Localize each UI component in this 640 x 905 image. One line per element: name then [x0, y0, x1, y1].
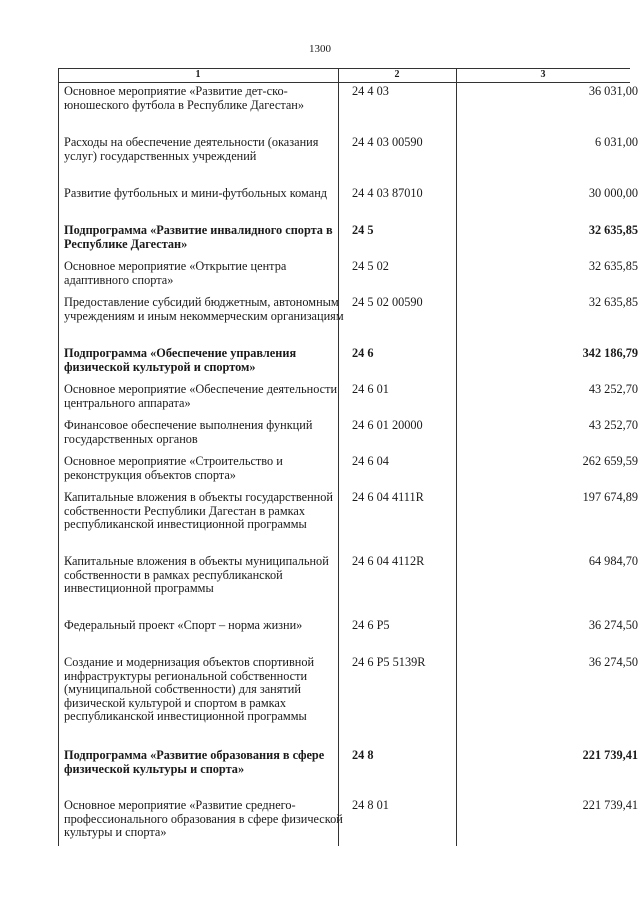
row-name: Предоставление субсидий бюджетным, автономным учреждениям и иным некоммерческим организациям [64, 295, 344, 323]
row-amount: 342 186,79 [582, 346, 638, 360]
table-row [58, 656, 640, 749]
row-amount: 36 031,00 [588, 84, 638, 98]
row-code: 24 6 [352, 346, 374, 360]
row-code: 24 8 [352, 748, 374, 762]
table-row [58, 619, 640, 656]
row-name: Подпрограмма «Обеспечение управления физической культурой и спортом» [64, 346, 297, 374]
row-name: Финансовое обеспечение выполнения функций государственных органов [64, 418, 313, 446]
row-code: 24 4 03 87010 [352, 186, 423, 200]
row-amount: 32 635,85 [588, 223, 638, 237]
row-amount: 221 739,41 [582, 748, 638, 762]
row-amount: 197 674,89 [582, 490, 638, 504]
table-row [58, 749, 640, 799]
row-code: 24 6 P5 5139R [352, 655, 426, 669]
table-row [58, 296, 640, 347]
row-amount: 64 984,70 [588, 554, 638, 568]
row-code: 24 6 04 4111R [352, 490, 424, 504]
row-amount: 36 274,50 [588, 655, 638, 669]
header-col-3: 3 [540, 69, 546, 80]
row-name: Создание и модернизация объектов спортивной инфраструктуры региональной собственности (муниципальной собственности) для занятий физической культурой и спортом в рамках республиканской инвестиционной программы [64, 655, 315, 724]
table-row [58, 419, 640, 455]
row-amount: 43 252,70 [588, 382, 638, 396]
row-code: 24 5 02 [352, 259, 389, 273]
table-row [58, 383, 640, 419]
table-row [58, 187, 640, 224]
row-amount: 36 274,50 [588, 618, 638, 632]
row-name: Капитальные вложения в объекты государственной собственности Республики Дагестан в рамках республиканской инвестиционной программы [64, 490, 333, 532]
row-code: 24 6 P5 [352, 618, 390, 632]
row-amount: 6 031,00 [594, 135, 638, 149]
table-row [58, 799, 640, 855]
table-row [58, 491, 640, 555]
table-row [58, 136, 640, 187]
row-name: Основное мероприятие «Обеспечение деятельности центрального аппарата» [64, 382, 338, 410]
header-col-1: 1 [195, 69, 201, 80]
row-amount: 32 635,85 [588, 259, 638, 273]
table-row [58, 260, 640, 296]
table-row [58, 347, 640, 383]
row-amount: 43 252,70 [588, 418, 638, 432]
row-code: 24 5 02 00590 [352, 295, 423, 309]
row-code: 24 6 04 4112R [352, 554, 425, 568]
row-name: Основное мероприятие «Открытие центра адаптивного спорта» [64, 259, 287, 287]
row-name: Подпрограмма «Развитие образования в сфере физической культуры и спорта» [64, 748, 325, 776]
table-row [58, 224, 640, 260]
row-name: Основное мероприятие «Развитие дет-ско-юношеского футбола в Республике Дагестан» [64, 84, 305, 112]
row-code: 24 6 04 [352, 454, 389, 468]
row-amount: 262 659,59 [582, 454, 638, 468]
row-name: Подпрограмма «Развитие инвалидного спорта в Республике Дагестан» [64, 223, 333, 251]
page-number: 1300 [309, 43, 331, 55]
row-amount: 30 000,00 [588, 186, 638, 200]
row-name: Основное мероприятие «Развитие среднего-профессионального образования в сфере физической культуры и спорта» [64, 798, 343, 840]
table-row [58, 455, 640, 491]
row-code: 24 5 [352, 223, 374, 237]
row-name: Капитальные вложения в объекты муниципальной собственности в рамках республиканской инвестиционной программы [64, 554, 329, 596]
table-row [58, 85, 640, 136]
row-code: 24 6 01 [352, 382, 389, 396]
row-name: Расходы на обеспечение деятельности (оказания услуг) государственных учреждений [64, 135, 319, 163]
budget-table [58, 85, 640, 855]
table-header-rule [58, 82, 630, 83]
row-amount: 221 739,41 [582, 798, 638, 812]
row-name: Основное мероприятие «Строительство и реконструкция объектов спорта» [64, 454, 283, 482]
header-col-2: 2 [394, 69, 400, 80]
row-code: 24 8 01 [352, 798, 389, 812]
row-name: Развитие футбольных и мини-футбольных команд [64, 186, 328, 200]
row-name: Федеральный проект «Спорт – норма жизни» [64, 618, 303, 632]
row-code: 24 4 03 00590 [352, 135, 423, 149]
row-code: 24 6 01 20000 [352, 418, 423, 432]
row-code: 24 4 03 [352, 84, 389, 98]
row-amount: 32 635,85 [588, 295, 638, 309]
table-row [58, 555, 640, 619]
